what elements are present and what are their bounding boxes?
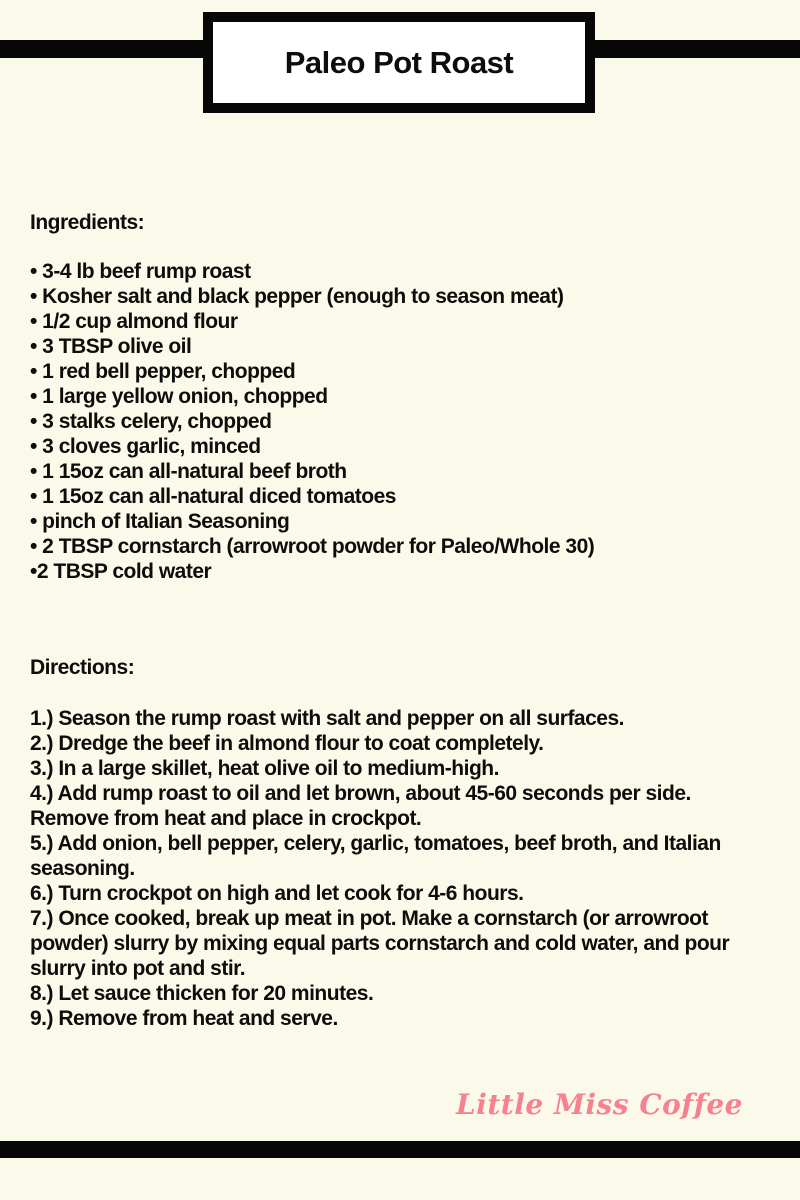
ingredient-item: • 1 15oz can all-natural beef broth	[30, 460, 347, 483]
direction-line: Remove from heat and place in crockpot.	[30, 807, 422, 830]
direction-line: seasoning.	[30, 857, 135, 880]
brand-signature: Little Miss Coffee	[456, 1088, 743, 1121]
bottom-divider-bar	[0, 1141, 800, 1158]
direction-line: slurry into pot and stir.	[30, 957, 246, 980]
ingredients-heading: Ingredients:	[30, 211, 145, 234]
ingredient-item: • pinch of Italian Seasoning	[30, 510, 290, 533]
ingredient-item: • 3 stalks celery, chopped	[30, 410, 272, 433]
ingredient-item: •2 TBSP cold water	[30, 560, 212, 583]
ingredients-list	[30, 259, 790, 584]
direction-line: powder) slurry by mixing equal parts cornstarch and cold water, and pour	[30, 932, 730, 955]
ingredient-item: • 3 TBSP olive oil	[30, 335, 192, 358]
ingredient-item: • 3 cloves garlic, minced	[30, 435, 261, 458]
ingredient-item: • 2 TBSP cornstarch (arrowroot powder for Paleo/Whole 30)	[30, 535, 595, 558]
ingredient-item: • 1 red bell pepper, chopped	[30, 360, 296, 383]
direction-line: 5.) Add onion, bell pepper, celery, garlic, tomatoes, beef broth, and Italian	[30, 832, 721, 855]
ingredient-item: • 3-4 lb beef rump roast	[30, 260, 251, 283]
ingredient-item: • 1 large yellow onion, chopped	[30, 385, 328, 408]
ingredient-item: • Kosher salt and black pepper (enough to season meat)	[30, 285, 564, 308]
direction-line: 7.) Once cooked, break up meat in pot. Make a cornstarch (or arrowroot	[30, 907, 709, 930]
direction-line: 6.) Turn crockpot on high and let cook for 4-6 hours.	[30, 882, 524, 905]
direction-line: 3.) In a large skillet, heat olive oil to medium-high.	[30, 757, 499, 780]
ingredient-item: • 1/2 cup almond flour	[30, 310, 238, 333]
direction-line: 1.) Season the rump roast with salt and pepper on all surfaces.	[30, 707, 624, 730]
direction-line: 9.) Remove from heat and serve.	[30, 1007, 338, 1030]
directions-heading: Directions:	[30, 656, 135, 679]
ingredient-item: • 1 15oz can all-natural diced tomatoes	[30, 485, 396, 508]
direction-line: 4.) Add rump roast to oil and let brown, about 45-60 seconds per side.	[30, 782, 691, 805]
directions-list	[30, 706, 790, 1031]
direction-line: 2.) Dredge the beef in almond flour to coat completely.	[30, 732, 544, 755]
recipe-title: Paleo Pot Roast	[284, 44, 514, 80]
title-box	[203, 12, 595, 113]
direction-line: 8.) Let sauce thicken for 20 minutes.	[30, 982, 374, 1005]
